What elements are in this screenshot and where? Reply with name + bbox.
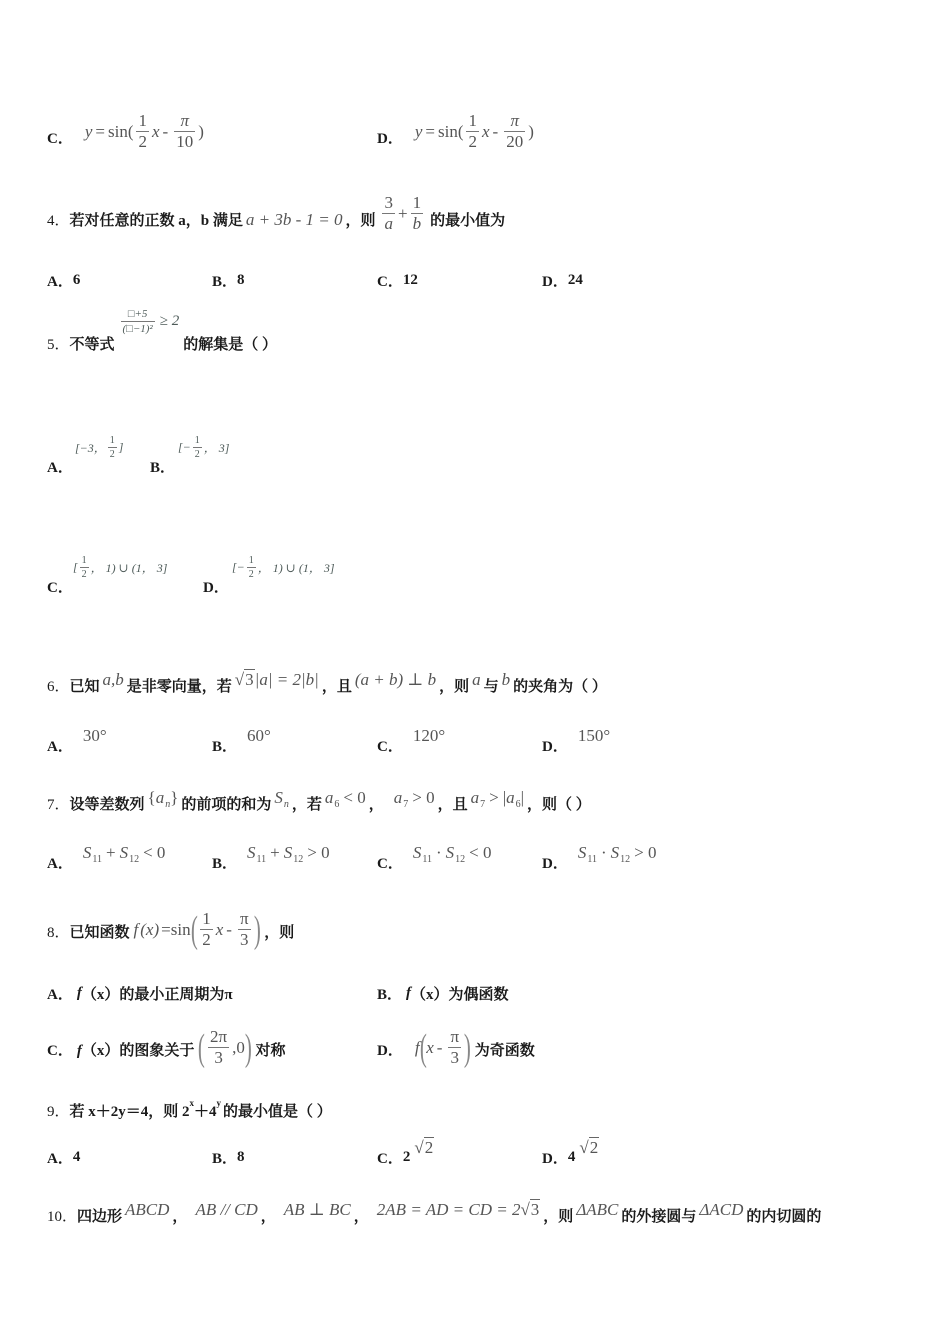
plus-sign: + xyxy=(397,203,408,223)
q5-option-b-formula xyxy=(178,432,229,462)
option-formula xyxy=(578,843,657,863)
question-text: 的外接圆与 xyxy=(621,1208,697,1225)
denominator: 2 xyxy=(81,568,87,580)
question-number: 6． xyxy=(47,678,70,695)
sum-subscript: 12 xyxy=(455,854,466,865)
question-text: 已知函数 xyxy=(69,925,130,941)
perpendicular-condition: AB ⊥ BC xyxy=(283,1200,351,1219)
option-text: （x）的最小正周期为π xyxy=(81,986,233,1003)
denominator: 2 xyxy=(109,448,115,460)
big-right-paren: ) xyxy=(244,1026,252,1069)
option-value: 30° xyxy=(82,726,107,745)
fraction-one-half xyxy=(200,910,213,950)
fraction-pi-third xyxy=(448,1028,461,1068)
sqrt-sign: √ xyxy=(579,1138,589,1157)
length-equation: 2AB = AD = CD = 2 xyxy=(376,1200,521,1219)
fraction-two-pi-third xyxy=(208,1028,229,1068)
q5-option-d-label: D． xyxy=(203,580,229,596)
option-value: 150° xyxy=(577,726,611,745)
option-value: 120° xyxy=(412,726,446,745)
sqrt-sign: √ xyxy=(234,670,245,689)
question-text: ，若 xyxy=(291,796,322,813)
relation: > 0 xyxy=(412,788,435,807)
question-9 xyxy=(47,1100,332,1120)
term-subscript: 6 xyxy=(515,799,521,810)
option-label: C． xyxy=(377,855,403,872)
question-4 xyxy=(47,184,505,234)
minus-sign: - xyxy=(226,919,232,939)
q5-option-a-formula xyxy=(75,432,123,462)
denominator: 2 xyxy=(138,132,147,152)
option-label: D． xyxy=(542,1150,568,1167)
question-text: 四边形 xyxy=(77,1208,123,1225)
sum-subscript: 12 xyxy=(293,854,304,865)
term-a: a xyxy=(393,788,403,807)
sin-function: sin( xyxy=(437,121,464,141)
denominator: 3 xyxy=(214,1048,223,1068)
minus-sign: - xyxy=(436,1037,443,1057)
fraction-one-half xyxy=(466,112,479,152)
big-left-paren: ( xyxy=(198,1026,206,1069)
right-paren: ) xyxy=(198,121,204,141)
q3-option-c xyxy=(47,100,208,152)
q8-option-d xyxy=(377,1018,535,1068)
denominator: (□−1)² xyxy=(122,323,153,336)
option-label: A． xyxy=(47,855,73,872)
q3-option-d xyxy=(377,100,538,152)
sqrt-expression xyxy=(579,1138,599,1158)
triangle-abc: ΔABC xyxy=(576,1200,619,1219)
question-text: ， xyxy=(260,1208,276,1225)
question-number: 9． xyxy=(47,1103,70,1120)
option-label: D． xyxy=(377,1043,403,1059)
operator: + xyxy=(105,843,116,862)
q8-option-c xyxy=(47,1018,286,1068)
q4-option-b xyxy=(212,270,245,290)
fraction-one-half xyxy=(193,435,202,460)
equals-sin: =sin xyxy=(161,919,191,939)
denominator: a xyxy=(384,214,393,234)
q9-option-a xyxy=(47,1147,80,1167)
fraction-1-over-b xyxy=(411,194,424,234)
radicand: 3 xyxy=(245,670,254,689)
option-label: A． xyxy=(47,273,73,290)
var-y: y xyxy=(414,121,423,141)
option-label: D． xyxy=(542,273,568,290)
question-number: 4． xyxy=(47,213,70,229)
abs-bar-right: | xyxy=(520,788,525,807)
condition-a7 xyxy=(394,788,435,808)
shifted-function xyxy=(415,1028,471,1068)
question-text: 的夹角为（ ） xyxy=(513,678,607,695)
term-a: a xyxy=(506,788,515,807)
option-label: D． xyxy=(542,738,568,755)
question-7 xyxy=(47,785,591,821)
condition-formula: a + 3b - 1 = 0 xyxy=(245,210,343,229)
numerator: π xyxy=(448,1028,461,1049)
interval-end: ， 1) ∪ (1， 3] xyxy=(257,560,335,575)
seq-a: a xyxy=(155,788,165,807)
q5-option-c-formula xyxy=(73,552,167,582)
brace-close: } xyxy=(170,788,179,807)
relation: ≥ 2 xyxy=(159,313,180,330)
q5-option-d-formula xyxy=(232,552,335,582)
magnitude-rest: |a| = 2|b| xyxy=(254,670,319,689)
denominator: 2 xyxy=(468,132,477,152)
var-x: x xyxy=(481,121,490,141)
sum-subscript: n xyxy=(283,799,289,810)
option-label: C． xyxy=(377,273,403,290)
abs-bar-left: | xyxy=(502,788,507,807)
q6-option-b xyxy=(212,726,274,755)
q8-option-a xyxy=(47,983,233,1003)
vector-b: b xyxy=(501,670,511,689)
sum-subscript: 12 xyxy=(129,854,140,865)
numerator: 1 xyxy=(200,910,213,931)
q5-option-c-label: C． xyxy=(47,580,73,596)
numerator: 1 xyxy=(136,112,149,133)
question-text: ，则 xyxy=(345,213,376,229)
question-text: 不等式 xyxy=(69,337,115,353)
question-number: 5． xyxy=(47,337,70,353)
interval-start: [− xyxy=(178,439,191,454)
option-value: 60° xyxy=(247,726,271,745)
option-label: A． xyxy=(47,986,73,1003)
question-text: ，且 xyxy=(437,796,468,813)
q7-option-b xyxy=(212,843,333,872)
q5-option-b-label: B． xyxy=(150,460,176,476)
denominator: 2 xyxy=(194,448,200,460)
question-5 xyxy=(47,308,277,356)
partial-sum xyxy=(274,788,289,808)
func-f: f xyxy=(76,984,82,1001)
question-text: 的内切圆的 xyxy=(746,1208,822,1225)
interval-start: [−3， xyxy=(75,440,106,455)
option-formula xyxy=(85,112,204,152)
var-x: x xyxy=(215,919,224,939)
fraction-pi xyxy=(174,112,195,152)
numerator: 1 xyxy=(109,434,115,446)
numerator: □+5 xyxy=(121,308,155,322)
option-label: B． xyxy=(212,738,238,755)
fraction-one-half xyxy=(247,555,256,580)
q6-option-a xyxy=(47,726,110,755)
interval-start: [ xyxy=(73,559,78,574)
equals-sign: = xyxy=(425,121,435,141)
sum-subscript: 11 xyxy=(587,854,597,865)
denominator: 2 xyxy=(248,568,254,580)
option-label: B． xyxy=(212,855,238,872)
option-value: 8 xyxy=(237,271,245,288)
sequence-notation xyxy=(148,788,179,808)
func-arg: (x) xyxy=(140,919,160,939)
question-text: 的前项的和为 xyxy=(181,796,272,813)
q5-option-a-label: A． xyxy=(47,460,73,476)
option-label: B． xyxy=(377,986,403,1003)
big-left-paren: ( xyxy=(419,1026,427,1069)
question-text: ，则（ ） xyxy=(527,796,591,813)
option-coef: 4 xyxy=(567,1148,576,1165)
radicand: 3 xyxy=(530,1200,540,1219)
question-text: ， xyxy=(353,1208,369,1225)
sum-s: S xyxy=(577,843,587,862)
var-x: x xyxy=(151,121,160,141)
interval-end: ] xyxy=(118,439,124,454)
relation: > xyxy=(489,788,499,807)
option-label: D． xyxy=(542,855,568,872)
radicand: 2 xyxy=(424,1138,434,1157)
numerator: 1 xyxy=(248,554,254,566)
term-a: a xyxy=(470,788,480,807)
minus-sign: - xyxy=(492,121,499,141)
minus-sign: - xyxy=(162,121,169,141)
sum-s: S xyxy=(445,843,455,862)
right-paren: ) xyxy=(528,121,534,141)
q9-option-b xyxy=(212,1147,245,1167)
quadrilateral-abcd: ABCD xyxy=(125,1200,170,1219)
question-text: 设等差数列 xyxy=(69,796,145,813)
sum-subscript: 11 xyxy=(256,854,267,865)
condition-a6 xyxy=(325,788,366,808)
parallel-condition: AB // CD xyxy=(195,1200,258,1219)
q6-option-c xyxy=(377,726,448,755)
question-text: ，则 xyxy=(264,925,295,941)
option-value: 8 xyxy=(237,1148,245,1165)
term-subscript: 7 xyxy=(480,799,486,810)
vector-a: a xyxy=(472,670,481,689)
option-coef: 2 xyxy=(402,1148,411,1165)
q4-option-a xyxy=(47,270,80,290)
option-label: C． xyxy=(377,738,403,755)
func-f: f xyxy=(414,1037,420,1057)
option-formula xyxy=(415,112,534,152)
question-text: 的最小值是（ ） xyxy=(223,1103,332,1120)
exponent-y: y xyxy=(216,1098,222,1108)
fraction-3-over-a xyxy=(382,194,395,234)
numerator: 2π xyxy=(208,1028,229,1049)
option-value: 24 xyxy=(567,271,583,288)
q4-option-c xyxy=(377,270,418,290)
fraction-one-half xyxy=(108,435,117,460)
point-tail: ,0 xyxy=(232,1037,245,1057)
length-condition xyxy=(377,1200,541,1220)
brace-open: { xyxy=(147,788,156,807)
vectors-ab: a,b xyxy=(102,670,124,689)
term-a: a xyxy=(324,788,334,807)
magnitude-condition xyxy=(235,670,319,690)
option-value: 4 xyxy=(72,1148,81,1165)
seq-subscript: n xyxy=(165,799,171,810)
question-text: ＋4 xyxy=(194,1103,217,1120)
operator: · xyxy=(600,843,607,862)
denominator: 3 xyxy=(240,930,249,950)
option-label: D． xyxy=(377,131,403,147)
question-text: ，则 xyxy=(439,678,470,695)
numerator: π xyxy=(238,910,251,931)
condition-compare xyxy=(471,788,524,808)
numerator: 1 xyxy=(411,194,424,215)
option-text: 为奇函数 xyxy=(474,1043,535,1059)
relation: < 0 xyxy=(469,843,492,862)
question-text: 若 x＋2y＝4，则 2 xyxy=(69,1103,190,1120)
var-x: x xyxy=(426,1037,434,1057)
func-f: f xyxy=(406,984,412,1001)
sqrt-expression xyxy=(414,1138,434,1158)
relation: < 0 xyxy=(143,843,166,862)
sum-subscript: 11 xyxy=(422,854,432,865)
interval-end: ， 1) ∪ (1， 3] xyxy=(90,560,168,575)
denominator: 2 xyxy=(202,930,211,950)
fraction-pi xyxy=(504,112,525,152)
option-label: C． xyxy=(47,131,73,147)
function-definition xyxy=(134,910,261,950)
sum-s: S xyxy=(274,788,283,807)
option-value: 6 xyxy=(72,271,81,288)
option-value: 12 xyxy=(402,271,418,288)
sqrt-sign: √ xyxy=(520,1200,530,1219)
q4-option-d xyxy=(542,270,583,290)
option-label: B． xyxy=(212,273,238,290)
numerator: 1 xyxy=(466,112,479,133)
question-text: ， xyxy=(172,1208,188,1225)
sum-s: S xyxy=(119,843,129,862)
fraction-one-half xyxy=(136,112,149,152)
func-f: f xyxy=(76,1043,82,1059)
big-right-paren: ) xyxy=(253,908,261,951)
big-left-paren: ( xyxy=(190,908,198,951)
var-y: y xyxy=(84,121,93,141)
term-subscript: 6 xyxy=(334,799,340,810)
question-number: 7． xyxy=(47,796,70,813)
interval-start: [− xyxy=(232,559,245,574)
sin-function: sin( xyxy=(107,121,134,141)
question-text: 与 xyxy=(483,678,499,695)
inequality-formula xyxy=(119,308,180,335)
numerator: 1 xyxy=(194,434,200,446)
denominator: b xyxy=(412,214,422,234)
relation: < 0 xyxy=(343,788,366,807)
q7-option-d xyxy=(542,843,660,872)
question-text: 是非零向量，若 xyxy=(126,678,232,695)
option-formula xyxy=(247,843,330,863)
question-text: ，则 xyxy=(543,1208,574,1225)
option-label: B． xyxy=(212,1150,238,1167)
q9-option-c xyxy=(377,1138,437,1167)
question-text: ，且 xyxy=(321,678,352,695)
operator: · xyxy=(435,843,442,862)
symmetry-point xyxy=(198,1028,251,1068)
sqrt-sign: √ xyxy=(414,1138,424,1157)
equals-sign: = xyxy=(95,121,105,141)
q9-option-d xyxy=(542,1138,602,1167)
sum-s: S xyxy=(82,843,92,862)
question-number: 10． xyxy=(47,1208,78,1225)
question-text: 的最小值为 xyxy=(430,213,506,229)
numerator: π xyxy=(504,112,525,133)
fraction-pi-third xyxy=(238,910,251,950)
inequality-fraction xyxy=(121,308,155,335)
triangle-acd: ΔACD xyxy=(699,1200,744,1219)
question-text: 已知 xyxy=(69,678,100,695)
radicand: 2 xyxy=(589,1138,599,1157)
numerator: 3 xyxy=(382,194,395,215)
numerator: π xyxy=(174,112,195,133)
sum-s: S xyxy=(247,843,256,862)
question-text: 若对任意的正数 a，b 满足 xyxy=(69,213,243,229)
question-10 xyxy=(47,1197,821,1233)
denominator: 3 xyxy=(450,1048,459,1068)
fraction-one-half xyxy=(80,555,89,580)
question-6 xyxy=(47,667,607,703)
q8-option-b xyxy=(377,983,509,1003)
question-text: ， xyxy=(368,796,384,813)
operator: + xyxy=(270,843,280,862)
option-label: C． xyxy=(47,1043,73,1059)
question-text: 的解集是（ ） xyxy=(183,337,277,353)
target-expression xyxy=(379,194,426,234)
denominator: 10 xyxy=(176,132,194,152)
relation: > 0 xyxy=(307,843,330,862)
sum-subscript: 12 xyxy=(620,854,631,865)
sum-s: S xyxy=(610,843,620,862)
option-label: A． xyxy=(47,738,73,755)
q7-option-a xyxy=(47,843,168,872)
perpendicular-condition: (a + b) ⊥ b xyxy=(354,670,437,689)
term-subscript: 7 xyxy=(403,799,409,810)
sum-s: S xyxy=(412,843,422,862)
q6-option-d xyxy=(542,726,613,755)
big-right-paren: ) xyxy=(463,1026,471,1069)
option-formula xyxy=(413,843,492,863)
question-number: 8． xyxy=(47,925,70,941)
option-label: C． xyxy=(377,1150,403,1167)
q7-option-c xyxy=(377,843,495,872)
denominator: 20 xyxy=(506,132,524,152)
exponent-x: x xyxy=(189,1098,195,1108)
question-8 xyxy=(47,898,294,950)
sum-s: S xyxy=(283,843,293,862)
numerator: 1 xyxy=(81,554,87,566)
sum-subscript: 11 xyxy=(92,854,102,865)
option-text: （x）的图象关于 xyxy=(81,1043,195,1059)
option-formula xyxy=(83,843,166,863)
option-label: A． xyxy=(47,1150,73,1167)
option-text: （x）为偶函数 xyxy=(411,986,509,1003)
relation: > 0 xyxy=(634,843,657,862)
interval-end: ， 3] xyxy=(203,440,230,455)
option-text: 对称 xyxy=(255,1043,286,1059)
func-f: f xyxy=(133,919,139,939)
